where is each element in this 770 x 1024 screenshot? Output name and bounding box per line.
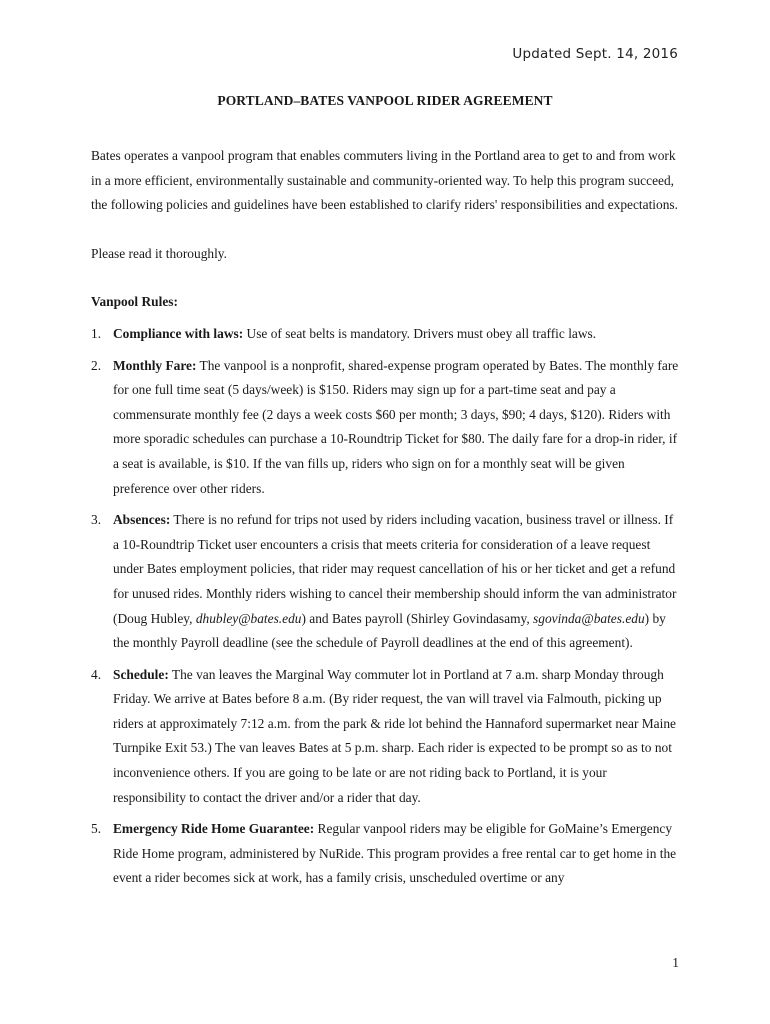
intro-paragraph: Bates operates a vanpool program that enables commuters living in the Portland area to get to and from work in a more efficient, environmentally sustainable and community-oriented way. To help this program succeed, the following policies and guidelines have been established to clarify riders' responsibilities and expectations. <box>91 148 678 213</box>
rule-item-absences <box>91 508 681 656</box>
rule-text: The vanpool is a nonprofit, shared-expense program operated by Bates. The monthly fare for one full time seat (5 days/week) is $150. Riders may sign up for a part-time seat and pay a commensurate monthly fee (2 days a week costs $60 per month; 3 days, $90; 4 days, $120). Riders with more sporadic schedules can purchase a 10-Roundtrip Ticket for $80. The daily fare for a drop-in rider, if a seat is available, is $10. If the van fills up, riders who sign on for a monthly seat will be given preference over other riders. <box>113 357 679 496</box>
rule-label: Schedule: <box>113 666 169 682</box>
rule-number: 4. <box>91 666 102 682</box>
rule-label: Absences: <box>113 512 171 528</box>
email-link-govindasamy[interactable]: sgovinda@bates.edu <box>533 610 645 626</box>
rule-number: 2. <box>91 357 102 373</box>
rule-text: There is no refund for trips not used by riders including vacation, business travel or illness. If a 10-Roundtrip Ticket user encounters a crisis that meets criteria for consideration of a leave request under Bates employment policies, that rider may request cancellation of his or her ticket and get a refund for unused rides. Monthly riders wishing to cancel their membership should inform the van administrator (Doug Hubley, <box>113 512 677 626</box>
email-link-hubley[interactable]: dhubley@bates.edu <box>195 610 302 626</box>
rule-text: The van leaves the Marginal Way commuter lot in Portland at 7 a.m. sharp Monday through Friday. We arrive at Bates before 8 a.m. (By rider request, the van will travel via Falmouth, picking up riders at approximately 7:12 a.m. from the park & ride lot behind the Hannaford supermarket near Maine Turnpike Exit 53.) The van leaves Bates at 5 p.m. sharp. Each rider is expected to be prompt so as to not inconvenience others. If you are going to be late or are not riding back to Portland, it is your responsibility to contact the driver and/or a rider that day. <box>113 666 676 805</box>
rule-number: 5. <box>91 821 102 837</box>
rule-text: Regular vanpool riders may be eligible for GoMaine’s Emergency Ride Home program, administered by NuRide. This program provides a free rental car to get home in the event a rider becomes sick at work, has a family crisis, unscheduled overtime or any <box>113 821 677 886</box>
rule-item-compliance <box>91 322 681 347</box>
page-title: PORTLAND–BATES VANPOOL RIDER AGREEMENT <box>217 93 553 108</box>
rule-number: 1. <box>91 325 102 341</box>
rule-text: Use of seat belts is mandatory. Drivers must obey all traffic laws. <box>243 325 597 341</box>
rules-list <box>91 322 681 891</box>
rule-text: ) and Bates payroll (Shirley Govindasamy, <box>301 610 534 626</box>
page-number: 1 <box>672 955 679 970</box>
rule-item-monthly-fare <box>91 354 681 502</box>
document-body <box>91 144 681 898</box>
rule-text: ) by the monthly Payroll deadline (see the schedule of Payroll deadlines at the end of this agreement). <box>113 610 666 651</box>
rules-heading: Vanpool Rules: <box>91 294 178 310</box>
rule-item-schedule <box>91 663 681 811</box>
updated-date: Updated Sept. 14, 2016 <box>512 46 678 62</box>
rule-item-emergency-ride-home <box>91 817 681 891</box>
rule-label: Emergency Ride Home Guarantee: <box>113 821 315 837</box>
read-note: Please read it thoroughly. <box>91 245 227 261</box>
rule-number: 3. <box>91 512 102 528</box>
rule-label: Monthly Fare: <box>113 357 197 373</box>
rule-label: Compliance with laws: <box>113 325 244 341</box>
